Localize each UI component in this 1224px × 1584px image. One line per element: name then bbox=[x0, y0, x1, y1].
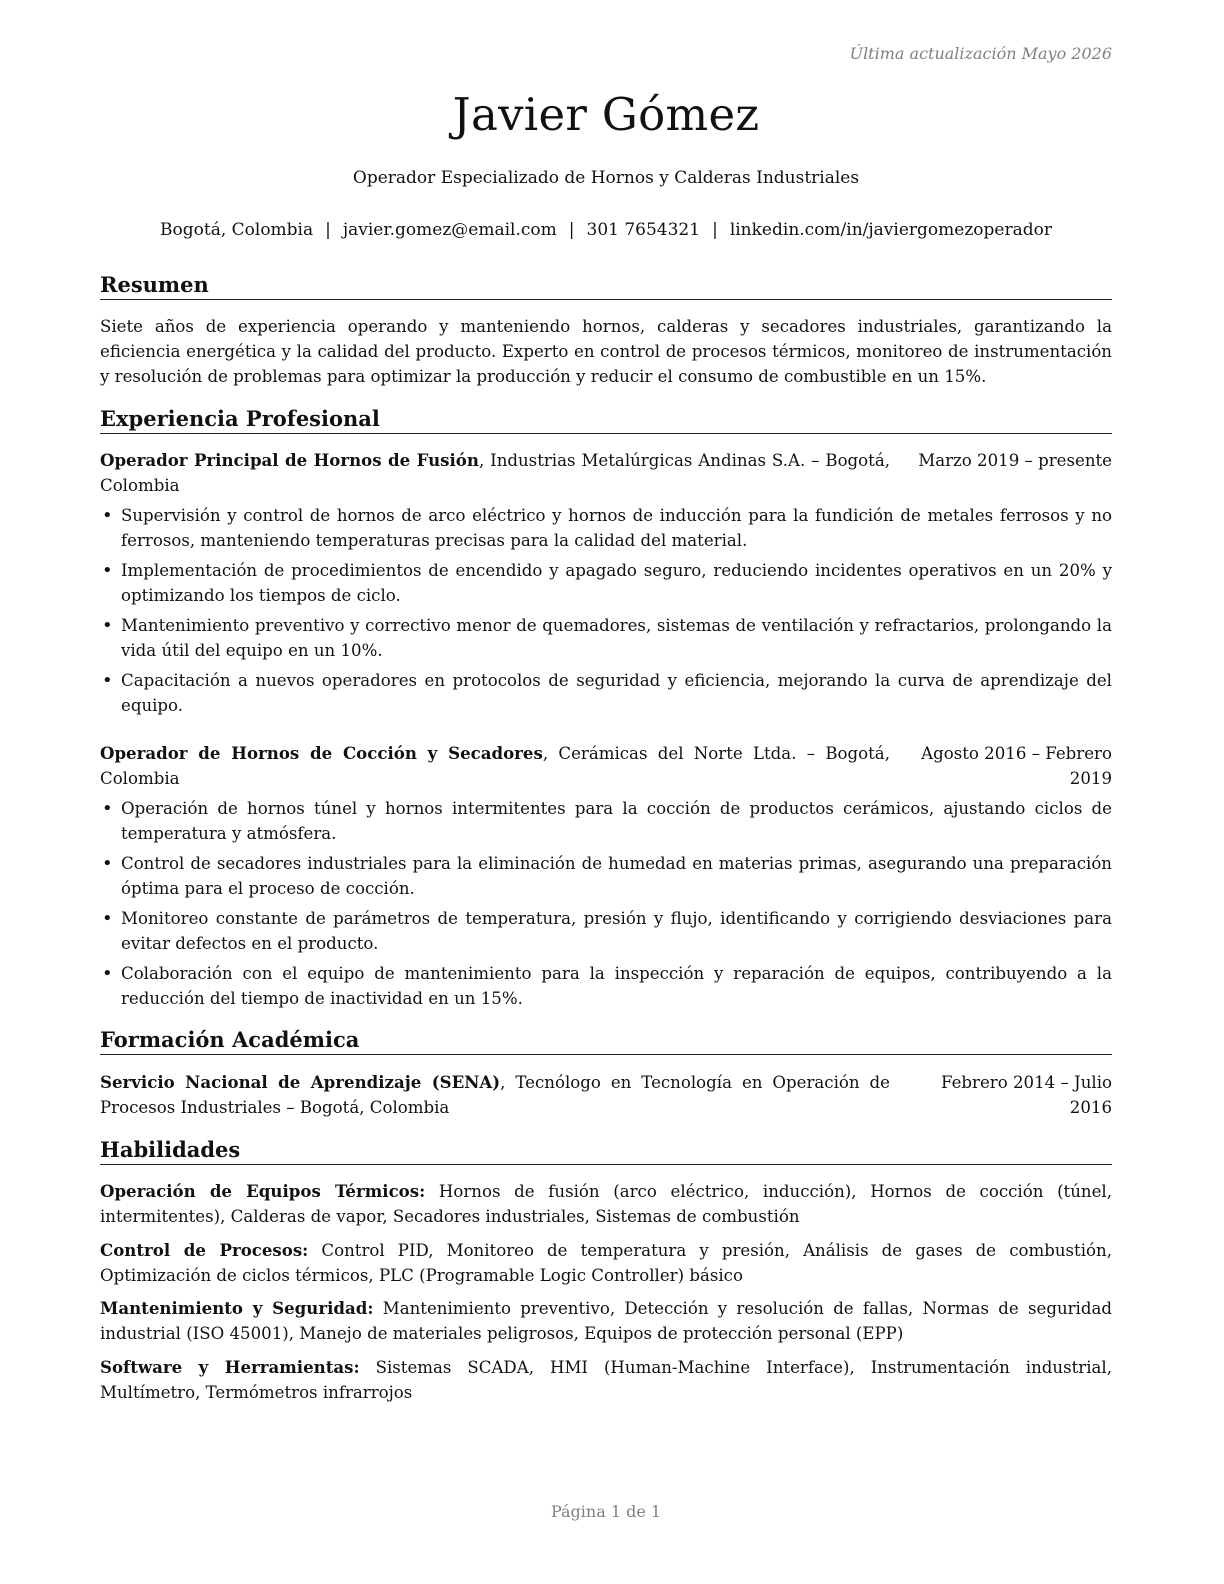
education-line bbox=[100, 1070, 890, 1120]
list-item: • Operación de hornos túnel y hornos intermitentes para la cocción de productos cerámicos, ajustando ciclos de temperatura y atmósfera. bbox=[100, 796, 1112, 846]
list-item: • Mantenimiento preventivo y correctivo menor de quemadores, sistemas de ventilación y refractarios, prolongando la vida útil del equipo en un 10%. bbox=[100, 613, 1112, 663]
job-bullets bbox=[100, 796, 1112, 1016]
list-item: • Implementación de procedimientos de encendido y apagado seguro, reduciendo incidentes operativos en un 20% y optimizando los tiempos de ciclo. bbox=[100, 558, 1112, 608]
skill-group bbox=[100, 1179, 1112, 1229]
candidate-name: Javier Gómez bbox=[452, 88, 760, 141]
page-number: Página 1 de 1 bbox=[550, 1502, 662, 1521]
skill-label: Software y Herramientas: bbox=[100, 1357, 360, 1377]
resume-page bbox=[100, 0, 1112, 1584]
job-role: Operador de Hornos de Cocción y Secadores bbox=[100, 743, 543, 763]
contact-linkedin[interactable]: linkedin.com/in/javiergomezoperador bbox=[729, 220, 1052, 240]
job-title-line bbox=[100, 448, 890, 498]
education-institution: Servicio Nacional de Aprendizaje (SENA) bbox=[100, 1072, 501, 1092]
skill-text: Mantenimiento preventivo, Detección y resolución de fallas, Normas de seguridad industrial (ISO 45001), Manejo de materiales peligrosos, Equipos de protección personal (EPP) bbox=[100, 1299, 1113, 1343]
skill-label: Operación de Equipos Térmicos: bbox=[100, 1181, 426, 1201]
job-company: , Cerámicas del Norte Ltda. – Bogotá, Colombia bbox=[100, 744, 890, 788]
contact-separator: | bbox=[325, 220, 331, 240]
job-dates: Marzo 2019 – presente bbox=[918, 451, 1112, 470]
skill-group bbox=[100, 1238, 1112, 1288]
skill-group bbox=[100, 1296, 1112, 1346]
job-dates: Agosto 2016 – Febrero 2019 bbox=[921, 744, 1112, 788]
education-detail: , Tecnólogo en Tecnología en Operación de Procesos Industriales – Bogotá, Colombia bbox=[100, 1073, 890, 1117]
section-title-summary: Resumen bbox=[100, 272, 1112, 300]
education-entry bbox=[100, 1070, 1112, 1120]
summary-text: Siete años de experiencia operando y manteniendo hornos, calderas y secadores industriales, garantizando la eficiencia energética y la calidad del producto. Experto en control de procesos térmicos, monitoreo de instrumentación y resolución de problemas para optimizar la producción y reducir el consumo de combustible en un 15%. bbox=[100, 317, 1112, 386]
job-company: , Industrias Metalúrgicas Andinas S.A. – Bogotá, Colombia bbox=[100, 451, 891, 495]
section-title-skills: Habilidades bbox=[100, 1137, 1112, 1165]
list-item: • Control de secadores industriales para la eliminación de humedad en materias primas, asegurando una preparación óptima para el proceso de cocción. bbox=[100, 851, 1112, 901]
skill-text: Hornos de fusión (arco eléctrico, inducción), Hornos de cocción (túnel, intermitentes), Calderas de vapor, Secadores industriales, Sistemas de combustión bbox=[100, 1182, 1113, 1226]
list-item: • Capacitación a nuevos operadores en protocolos de seguridad y eficiencia, mejorando la curva de aprendizaje del equipo. bbox=[100, 668, 1112, 718]
job-header bbox=[100, 741, 1112, 791]
contact-line bbox=[100, 220, 1112, 240]
last-updated: Última actualización Mayo 2026 bbox=[849, 44, 1112, 63]
skill-label: Mantenimiento y Seguridad: bbox=[100, 1298, 374, 1318]
contact-separator: | bbox=[712, 220, 718, 240]
contact-separator: | bbox=[568, 220, 575, 240]
list-item: • Supervisión y control de hornos de arco eléctrico y hornos de inducción para la fundición de metales ferrosos y no ferrosos, manteniendo temperaturas precisas para la calidad del material. bbox=[100, 503, 1112, 553]
job-title-line bbox=[100, 741, 890, 791]
skill-text: Sistemas SCADA, HMI (Human-Machine Interface), Instrumentación industrial, Multímetro, Termómetros infrarrojos bbox=[100, 1358, 1112, 1402]
skill-group bbox=[100, 1355, 1112, 1405]
contact-phone: 301 7654321 bbox=[586, 220, 701, 240]
job-header bbox=[100, 448, 1112, 498]
job-title: Operador Especializado de Hornos y Calderas Industriales bbox=[352, 168, 860, 188]
contact-email[interactable]: javier.gomez@email.com bbox=[342, 220, 557, 240]
job-bullets bbox=[100, 503, 1112, 723]
list-item: • Monitoreo constante de parámetros de temperatura, presión y flujo, identificando y corrigiendo desviaciones para evitar defectos en el producto. bbox=[100, 906, 1112, 956]
list-item: • Colaboración con el equipo de mantenimiento para la inspección y reparación de equipos, contribuyendo a la reducción del tiempo de inactividad en un 15%. bbox=[100, 961, 1112, 1011]
job-role: Operador Principal de Hornos de Fusión bbox=[100, 450, 479, 470]
contact-location: Bogotá, Colombia bbox=[160, 220, 314, 240]
section-title-education: Formación Académica bbox=[100, 1027, 1112, 1055]
education-dates: Febrero 2014 – Julio 2016 bbox=[940, 1073, 1112, 1117]
skill-label: Control de Procesos: bbox=[100, 1240, 309, 1260]
section-title-experience: Experiencia Profesional bbox=[100, 406, 1112, 434]
skill-text: Control PID, Monitoreo de temperatura y presión, Análisis de gases de combustión, Optimización de ciclos térmicos, PLC (Programable Logic Controller) básico bbox=[100, 1241, 1112, 1285]
